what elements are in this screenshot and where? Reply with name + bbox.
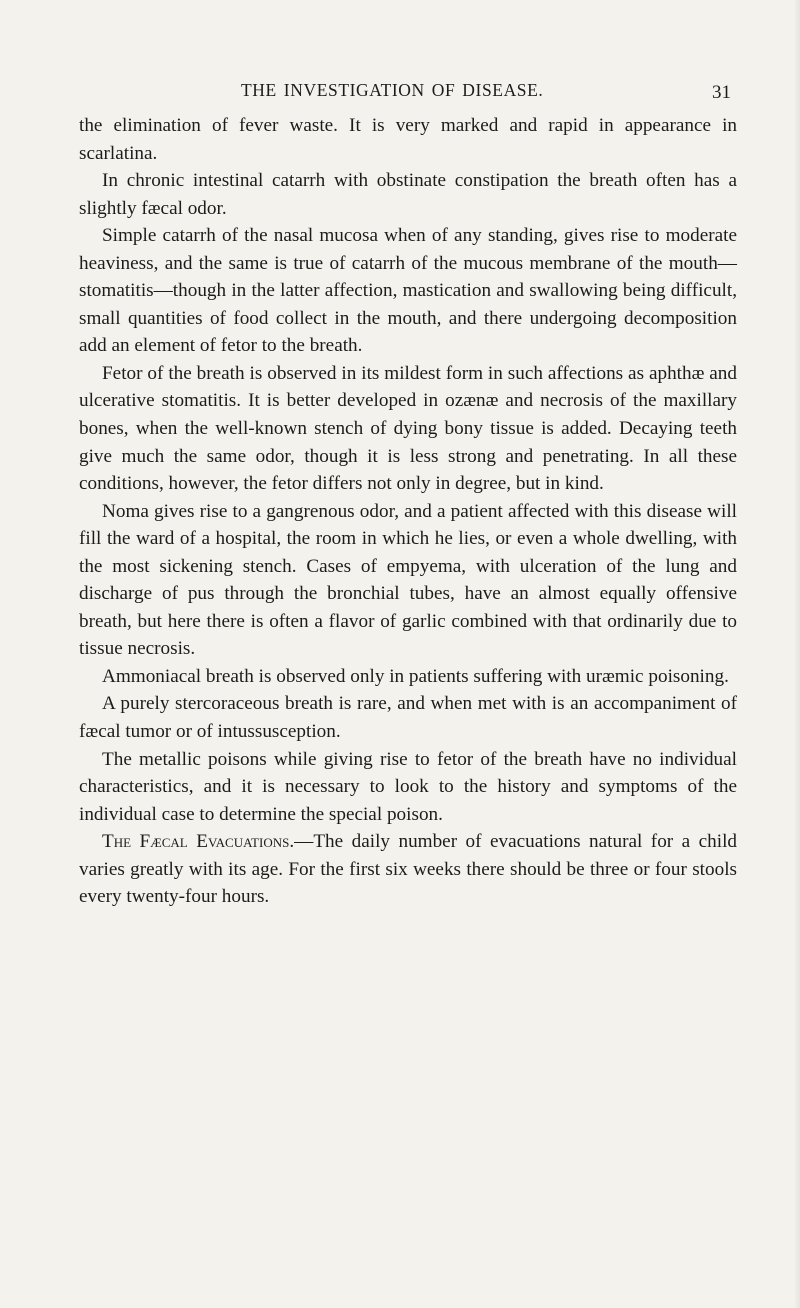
paragraph-simple-catarrh: Simple catarrh of the nasal mucosa when of any standing, gives rise to moderate heaviness, and the same is true of catarrh of the mucous membrane of the mouth—stomatitis—though in the latter affection, mastication and swallowing being difficult, small quantities of food collect in the mouth, and there undergoing decomposition add an element of fetor to the breath.	[79, 225, 737, 357]
paragraph-noma: Noma gives rise to a gangrenous odor, and a patient affected with this disease will fill the ward of a hospital, the room in which he lies, or even a whole dwelling, with the most sickening stench. Cases of empyema, with ulceration of the lung and discharge of pus through the bronchial tubes, have an almost equally offensive breath, but here there is often a flavor of garlic combined with that ordinarily due to tissue necrosis.	[79, 500, 737, 660]
running-title: THE INVESTIGATION OF DISEASE.	[241, 80, 544, 100]
body-text	[79, 112, 737, 911]
paragraph-ammoniacal: Ammoniacal breath is observed only in patients suffering with uræmic poisoning.	[102, 665, 729, 687]
section-heading: The Fæcal Evacuations.	[102, 831, 295, 853]
paragraph-faecal-evacuations	[79, 828, 737, 911]
paragraph-continuation: the elimination of fever waste. It is very marked and rapid in appearance in scarlatina.	[79, 115, 737, 164]
running-head	[0, 80, 800, 110]
paragraph-fetor: Fetor of the breath is observed in its mildest form in such affections as aphthæ and ulcerative stomatitis. It is better developed in ozænæ and necrosis of the maxillary bones, when the well-known stench of dying bony tissue is added. Decaying teeth give much the same odor, though it is less strong and penetrating. In all these conditions, however, the fetor differs not only in degree, but in kind.	[79, 362, 737, 495]
paragraph-stercoraceous: A purely stercoraceous breath is rare, and when met with is an accompaniment of fæcal tumor or of intussusception.	[79, 693, 737, 743]
section-body: —The daily number of evacuations natural for a child varies greatly with its age. For the first six weeks there should be three or four stools every twenty-four hours.	[79, 831, 738, 908]
page-number: 31	[712, 82, 731, 103]
paragraph-metallic-poisons: The metallic poisons while giving rise to fetor of the breath have no individual characteristics, and it is necessary to look to the history and symptoms of the individual case to determine the special poison.	[79, 748, 737, 825]
page-edge-shadow	[794, 0, 800, 1308]
paragraph-intestinal-catarrh: In chronic intestinal catarrh with obstinate constipation the breath often has a slightly fæcal odor.	[79, 170, 737, 219]
